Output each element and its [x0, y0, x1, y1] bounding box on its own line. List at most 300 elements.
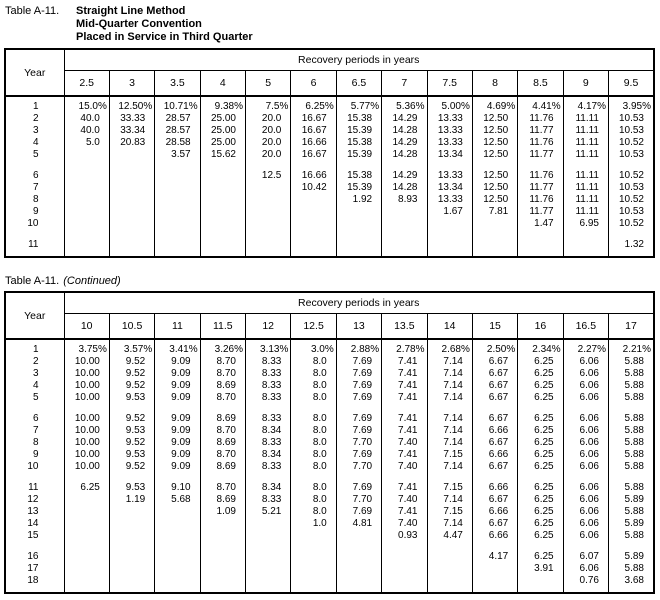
spacer-cell	[609, 473, 655, 482]
spacer-cell	[64, 161, 109, 170]
spacer-cell	[64, 587, 109, 593]
rate-cell: 13.34	[427, 182, 472, 194]
rate-cell	[155, 563, 200, 575]
rate-cell: 9.09	[155, 380, 200, 392]
rate-cell: 12.50	[472, 113, 517, 125]
rate-cell	[109, 530, 154, 542]
rate-cell: 6.06	[563, 368, 608, 380]
rate-cell: 10.52	[609, 194, 655, 206]
year-cell: 3	[32, 125, 39, 136]
rate-cell: 7.15	[427, 506, 472, 518]
spacer-cell	[472, 587, 517, 593]
rate-cell: 7.70	[336, 437, 381, 449]
rate-cell	[200, 239, 245, 251]
rate-cell: 8.33	[246, 461, 291, 473]
rate-cell	[155, 218, 200, 230]
rate-cell: 14.28	[382, 182, 427, 194]
year-column-header: Year	[5, 292, 64, 339]
rate-cell: 3.75%	[64, 339, 109, 356]
rate-cell: 6.25	[518, 368, 563, 380]
rate-cell: 15.39	[336, 149, 381, 161]
spacer-cell	[5, 230, 64, 239]
spacer-cell	[291, 542, 336, 551]
rate-cell: 28.57	[155, 125, 200, 137]
table-row	[5, 368, 654, 380]
rate-cell: 11.77	[518, 149, 563, 161]
rate-cell: 20.0	[246, 113, 291, 125]
rate-cell: 6.66	[472, 530, 517, 542]
rate-cell: 7.69	[336, 449, 381, 461]
rate-cell: 8.70	[200, 356, 245, 368]
rate-cell: 5.89	[609, 518, 655, 530]
rate-cell	[427, 239, 472, 251]
recovery-period-column-header: 9	[563, 71, 608, 97]
rate-cell: 7.14	[427, 356, 472, 368]
year-cell: 7	[32, 182, 39, 193]
header-row-columns	[5, 71, 654, 97]
rate-cell: 5.77%	[336, 96, 381, 113]
rate-cell	[64, 239, 109, 251]
rate-cell	[64, 494, 109, 506]
rate-cell: 10.53	[609, 113, 655, 125]
rate-cell: 1.09	[200, 506, 245, 518]
year-cell: 2	[32, 113, 39, 124]
spacer-cell	[109, 542, 154, 551]
spacer-cell	[427, 542, 472, 551]
rate-cell: 10.52	[609, 170, 655, 182]
rate-cell	[291, 194, 336, 206]
table-row	[5, 563, 654, 575]
rate-cell: 3.57%	[109, 339, 154, 356]
table1-label: Table A-11.	[5, 5, 60, 17]
rate-cell: 10.00	[64, 437, 109, 449]
header-row-columns	[5, 314, 654, 340]
rate-cell	[427, 575, 472, 587]
rate-cell	[246, 530, 291, 542]
recovery-period-column-header: 16.5	[563, 314, 608, 340]
rate-cell: 6.67	[472, 437, 517, 449]
rate-cell: 20.0	[246, 149, 291, 161]
spacer-cell	[382, 404, 427, 413]
rate-cell: 5.88	[609, 368, 655, 380]
rate-cell: 12.50%	[109, 96, 154, 113]
rate-cell: 10.53	[609, 206, 655, 218]
rate-cell: 1.67	[427, 206, 472, 218]
title-line-method: Straight Line Method	[76, 5, 186, 17]
rate-cell	[64, 563, 109, 575]
rate-cell	[336, 239, 381, 251]
spacer-cell	[155, 542, 200, 551]
rate-cell: 3.13%	[246, 339, 291, 356]
rate-cell: 7.69	[336, 413, 381, 425]
rate-cell: 7.70	[336, 494, 381, 506]
spacer-cell	[64, 251, 109, 257]
rate-cell	[246, 182, 291, 194]
rate-cell: 16.67	[291, 113, 336, 125]
recovery-period-column-header: 17	[609, 314, 655, 340]
table-header	[5, 292, 654, 339]
rate-cell: 6.25	[518, 413, 563, 425]
spacer-cell	[246, 251, 291, 257]
table-row	[5, 425, 654, 437]
year-column-header: Year	[5, 49, 64, 96]
rate-cell: 8.33	[246, 368, 291, 380]
rate-cell: 7.14	[427, 461, 472, 473]
rate-cell	[382, 218, 427, 230]
rate-cell	[109, 518, 154, 530]
spacer-cell	[155, 230, 200, 239]
rate-cell: 7.41	[382, 482, 427, 494]
recovery-period-column-header: 9.5	[609, 71, 655, 97]
rate-cell: 4.17	[472, 551, 517, 563]
spacer-cell	[336, 542, 381, 551]
rate-cell: 8.69	[200, 380, 245, 392]
rate-cell: 5.0	[64, 137, 109, 149]
spacer-cell	[427, 161, 472, 170]
spacer-cell	[291, 161, 336, 170]
spacer-cell	[563, 251, 608, 257]
header-row-span	[5, 292, 654, 314]
recovery-period-column-header: 15	[472, 314, 517, 340]
spacer-cell	[382, 230, 427, 239]
rate-cell: 12.5	[246, 170, 291, 182]
rate-cell: 11.76	[518, 137, 563, 149]
spacer-cell	[427, 587, 472, 593]
spacer-cell	[200, 161, 245, 170]
spacer-row	[5, 542, 654, 551]
year-cell: 10	[27, 218, 39, 229]
spacer-cell	[5, 161, 64, 170]
rate-cell	[246, 218, 291, 230]
rate-cell: 8.70	[200, 368, 245, 380]
rate-cell: 8.70	[200, 449, 245, 461]
spacer-cell	[336, 587, 381, 593]
rate-cell: 16.67	[291, 149, 336, 161]
table-row	[5, 194, 654, 206]
rate-cell: 4.17%	[563, 96, 608, 113]
rate-cell: 12.50	[472, 194, 517, 206]
rate-cell	[109, 149, 154, 161]
spacer-cell	[609, 251, 655, 257]
rate-cell: 6.67	[472, 392, 517, 404]
rate-cell	[382, 206, 427, 218]
rate-cell: 11.11	[563, 149, 608, 161]
rate-cell: 15.0%	[64, 96, 109, 113]
year-cell: 3	[32, 368, 39, 379]
rate-cell: 10.00	[64, 356, 109, 368]
recovery-period-column-header: 12	[246, 314, 291, 340]
rate-cell: 5.88	[609, 461, 655, 473]
spacer-cell	[291, 230, 336, 239]
table-row	[5, 218, 654, 230]
rate-cell	[246, 239, 291, 251]
rate-cell: 5.88	[609, 449, 655, 461]
rate-cell: 5.88	[609, 392, 655, 404]
recovery-periods-header: Recovery periods in years	[64, 49, 654, 71]
rate-cell	[109, 182, 154, 194]
rate-cell	[155, 551, 200, 563]
rate-cell: 6.06	[563, 506, 608, 518]
recovery-period-column-header: 14	[427, 314, 472, 340]
recovery-period-column-header: 3	[109, 71, 154, 97]
title-line-convention: Mid-Quarter Convention	[76, 18, 202, 30]
rate-cell: 11.76	[518, 194, 563, 206]
rate-cell: 16.66	[291, 170, 336, 182]
rate-cell: 6.06	[563, 530, 608, 542]
recovery-period-column-header: 5	[246, 71, 291, 97]
rate-cell: 8.34	[246, 425, 291, 437]
rate-cell: 9.10	[155, 482, 200, 494]
rate-cell	[291, 206, 336, 218]
rate-cell: 8.33	[246, 380, 291, 392]
table-row	[5, 518, 654, 530]
rate-cell: 7.41	[382, 449, 427, 461]
rate-cell: 8.33	[246, 494, 291, 506]
table-row	[5, 482, 654, 494]
rate-cell: 6.06	[563, 461, 608, 473]
rate-cell	[427, 551, 472, 563]
year-cell: 9	[32, 449, 39, 460]
rate-cell	[246, 194, 291, 206]
table-row	[5, 461, 654, 473]
spacer-cell	[109, 230, 154, 239]
rate-cell: 5.88	[609, 482, 655, 494]
rate-cell	[246, 563, 291, 575]
rate-cell: 6.25	[518, 449, 563, 461]
rate-cell: 8.0	[291, 437, 336, 449]
rate-cell: 9.53	[109, 449, 154, 461]
rate-cell: 1.19	[109, 494, 154, 506]
rate-cell: 9.09	[155, 437, 200, 449]
rate-cell: 6.66	[472, 449, 517, 461]
rate-cell: 6.25	[518, 482, 563, 494]
rate-cell: 3.57	[155, 149, 200, 161]
rate-cell: 12.50	[472, 149, 517, 161]
rate-cell: 6.67	[472, 356, 517, 368]
rate-cell	[200, 206, 245, 218]
rate-cell	[291, 218, 336, 230]
rate-cell	[472, 218, 517, 230]
rate-cell	[155, 530, 200, 542]
spacer-cell	[427, 251, 472, 257]
rate-cell	[518, 239, 563, 251]
rate-cell	[64, 218, 109, 230]
table-header	[5, 49, 654, 96]
rate-cell: 7.81	[472, 206, 517, 218]
spacer-cell	[609, 161, 655, 170]
rate-cell: 8.0	[291, 425, 336, 437]
rate-cell: 8.0	[291, 356, 336, 368]
rate-cell	[246, 575, 291, 587]
rate-cell: 8.0	[291, 506, 336, 518]
rate-cell: 7.41	[382, 392, 427, 404]
table-row	[5, 206, 654, 218]
spacer-cell	[5, 542, 64, 551]
rate-cell: 6.06	[563, 518, 608, 530]
rate-cell	[109, 239, 154, 251]
rate-cell: 10.00	[64, 392, 109, 404]
recovery-period-column-header: 8.5	[518, 71, 563, 97]
rate-cell	[563, 239, 608, 251]
table1-caption	[5, 5, 656, 44]
rate-cell: 2.78%	[382, 339, 427, 356]
rate-cell: 3.26%	[200, 339, 245, 356]
recovery-period-column-header: 13	[336, 314, 381, 340]
spacer-cell	[5, 404, 64, 413]
spacer-cell	[291, 473, 336, 482]
spacer-cell	[246, 542, 291, 551]
rate-cell	[200, 551, 245, 563]
spacer-cell	[427, 473, 472, 482]
rate-cell: 8.33	[246, 437, 291, 449]
spacer-cell	[382, 473, 427, 482]
rate-cell	[518, 575, 563, 587]
spacer-cell	[518, 251, 563, 257]
rate-cell: 5.88	[609, 506, 655, 518]
rate-cell	[200, 575, 245, 587]
rate-cell	[155, 206, 200, 218]
recovery-period-column-header: 10.5	[109, 314, 154, 340]
table-row	[5, 113, 654, 125]
rate-cell: 3.91	[518, 563, 563, 575]
rate-cell	[64, 170, 109, 182]
rate-cell: 9.52	[109, 356, 154, 368]
rate-cell: 6.06	[563, 482, 608, 494]
table-row	[5, 575, 654, 587]
rate-cell	[200, 530, 245, 542]
spacer-cell	[246, 230, 291, 239]
title-line-quarter: Placed in Service in Third Quarter	[76, 31, 253, 43]
rate-cell: 9.52	[109, 368, 154, 380]
rate-cell	[64, 530, 109, 542]
spacer-cell	[609, 230, 655, 239]
rate-cell	[155, 194, 200, 206]
rate-cell: 10.71%	[155, 96, 200, 113]
rate-cell: 8.70	[200, 425, 245, 437]
rate-cell	[109, 218, 154, 230]
rate-cell: 16.67	[291, 125, 336, 137]
recovery-period-column-header: 16	[518, 314, 563, 340]
rate-cell: 8.0	[291, 368, 336, 380]
rate-cell: 7.41	[382, 368, 427, 380]
spacer-row	[5, 587, 654, 593]
rate-cell: 7.14	[427, 392, 472, 404]
rate-cell: 6.67	[472, 461, 517, 473]
spacer-cell	[155, 251, 200, 257]
recovery-period-column-header: 12.5	[291, 314, 336, 340]
rate-cell: 10.53	[609, 125, 655, 137]
rate-cell: 10.53	[609, 182, 655, 194]
spacer-cell	[472, 542, 517, 551]
year-cell: 14	[27, 518, 39, 529]
rate-cell	[291, 563, 336, 575]
rate-cell: 7.69	[336, 425, 381, 437]
rate-cell: 6.25	[518, 380, 563, 392]
rate-cell: 6.25	[518, 506, 563, 518]
rate-cell: 13.33	[427, 113, 472, 125]
rate-cell: 6.67	[472, 518, 517, 530]
year-cell: 1	[32, 344, 39, 355]
spacer-cell	[336, 473, 381, 482]
spacer-row	[5, 251, 654, 257]
rate-cell: 12.50	[472, 182, 517, 194]
spacer-cell	[200, 230, 245, 239]
rate-cell: 7.14	[427, 413, 472, 425]
rate-cell: 6.25	[518, 392, 563, 404]
rate-cell	[336, 218, 381, 230]
rate-cell: 11.11	[563, 113, 608, 125]
depreciation-table-part1	[4, 48, 655, 258]
rate-cell: 8.69	[200, 413, 245, 425]
recovery-period-column-header: 7	[382, 71, 427, 97]
rate-cell: 3.41%	[155, 339, 200, 356]
spacer-cell	[64, 542, 109, 551]
rate-cell	[336, 575, 381, 587]
recovery-period-column-header: 3.5	[155, 71, 200, 97]
rate-cell	[472, 575, 517, 587]
rate-cell: 8.0	[291, 494, 336, 506]
table-row	[5, 239, 654, 251]
rate-cell: 9.52	[109, 437, 154, 449]
year-cell: 8	[32, 437, 39, 448]
recovery-period-column-header: 13.5	[382, 314, 427, 340]
rate-cell: 6.67	[472, 413, 517, 425]
rate-cell	[200, 518, 245, 530]
rate-cell: 7.41	[382, 380, 427, 392]
rate-cell: 25.00	[200, 125, 245, 137]
rate-cell: 7.69	[336, 368, 381, 380]
rate-cell	[472, 563, 517, 575]
rate-cell: 4.47	[427, 530, 472, 542]
rate-cell: 13.34	[427, 149, 472, 161]
rate-cell: 16.66	[291, 137, 336, 149]
table-row	[5, 182, 654, 194]
table-row	[5, 137, 654, 149]
rate-cell	[246, 518, 291, 530]
year-cell: 11	[28, 482, 39, 493]
rate-cell: 28.57	[155, 113, 200, 125]
rate-cell: 12.50	[472, 170, 517, 182]
rate-cell: 9.09	[155, 461, 200, 473]
rate-cell: 6.66	[472, 506, 517, 518]
spacer-cell	[5, 251, 64, 257]
rate-cell: 11.77	[518, 125, 563, 137]
year-cell: 12	[27, 494, 39, 505]
rate-cell: 7.69	[336, 356, 381, 368]
rate-cell: 9.52	[109, 413, 154, 425]
spacer-cell	[336, 161, 381, 170]
rate-cell	[336, 563, 381, 575]
rate-cell: 6.67	[472, 380, 517, 392]
rate-cell: 7.14	[427, 437, 472, 449]
rate-cell: 15.38	[336, 137, 381, 149]
spacer-cell	[563, 404, 608, 413]
table-row	[5, 96, 654, 113]
spacer-cell	[200, 587, 245, 593]
rate-cell: 6.25	[518, 425, 563, 437]
rate-cell: 6.07	[563, 551, 608, 563]
rate-cell: 5.88	[609, 530, 655, 542]
rate-cell: 28.58	[155, 137, 200, 149]
spacer-cell	[518, 473, 563, 482]
rate-cell	[336, 206, 381, 218]
rate-cell: 33.34	[109, 125, 154, 137]
recovery-period-column-header: 8	[472, 71, 517, 97]
rate-cell: 6.25%	[291, 96, 336, 113]
table-row	[5, 530, 654, 542]
spacer-cell	[518, 161, 563, 170]
rate-cell: 11.11	[563, 194, 608, 206]
